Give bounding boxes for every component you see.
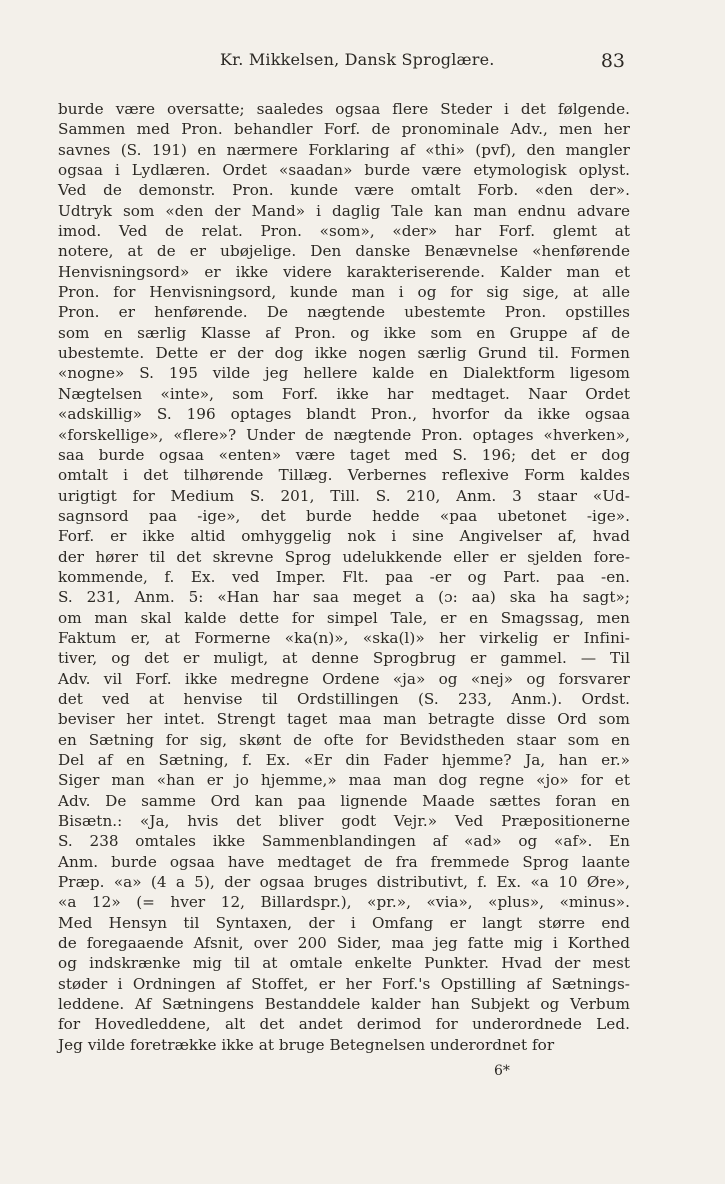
text-line: Bisætn.: «Ja, hvis det bliver godt Vejr.» Ved Præpositionerne xyxy=(58,812,630,831)
text-line: savnes (S. 191) en nærmere Forklaring af «thi» (pvf), den mangler xyxy=(58,140,630,159)
text-line: sagnsord paa -ige», det burde hedde «paa ubetonet -ige». xyxy=(58,506,630,525)
text-line: Del af en Sætning, f. Ex. «Er din Fader hjemme? Ja, han er.» xyxy=(58,751,630,769)
text-line: støder i Ordningen af Stoffet, er her Forf.'s Opstilling af Sætnings- xyxy=(58,974,630,993)
text-line: de foregaaende Afsnit, over 200 Sider, maa jeg fatte mig i Korthed xyxy=(58,934,630,953)
text-line: Pron. for Henvisningsord, kunde man i og for sig sige, at alle xyxy=(58,283,630,302)
text-line: det ved at henvise til Ordstillingen (S. 233, Anm.). Ordst. xyxy=(58,689,630,708)
text-line: en Sætning for sig, skønt de ofte for Bevidstheden staar som en xyxy=(58,730,630,749)
text-line: «forskellige», «flere»? Under de nægtende Pron. optages «hverken», xyxy=(58,425,630,444)
text-line: Jeg vilde foretrække ikke at bruge Betegnelsen underordnet for xyxy=(58,1035,555,1054)
text-line: Faktum er, at Formerne «ka(n)», «ska(l)» her virkelig er Infini- xyxy=(58,628,630,647)
text-line: «a 12» (= hver 12, Billardspr.), «pr.», «via», «plus», «minus». xyxy=(58,893,630,912)
text-line: Pron. er henførende. De nægtende ubestemte Pron. opstilles xyxy=(58,303,630,322)
text-line: Nægtelsen «inte», som Forf. ikke har medtaget. Naar Ordet xyxy=(58,384,630,403)
text-line: urigtigt for Medium S. 201, Till. S. 210, Anm. 3 staar «Ud- xyxy=(58,486,630,505)
text-line: notere, at de er ubøjelige. Den danske Benævnelse «henførende xyxy=(58,242,630,261)
signature-mark: 6* xyxy=(494,1063,510,1079)
text-line: Anm. burde ogsaa have medtaget de fra fremmede Sprog laante xyxy=(58,852,630,871)
text-line: saa burde ogsaa «enten» være taget med S. 196; det er dog xyxy=(58,445,630,464)
text-line: og indskrænke mig til at omtale enkelte Punkter. Hvad der mest xyxy=(58,954,630,973)
text-line: imod. Ved de relat. Pron. «som», «der» har Forf. glemt at xyxy=(58,222,630,241)
text-line: S. 238 omtales ikke Sammenblandingen af «ad» og «af». En xyxy=(58,832,630,851)
text-line: beviser her intet. Strengt taget maa man betragte disse Ord som xyxy=(58,710,630,729)
text-line: S. 231, Anm. 5: «Han har saa meget a (ɔ: aa) ska ha sagt»; xyxy=(58,588,630,607)
text-line: Adv. De samme Ord kan paa lignende Maade sættes foran en xyxy=(58,791,630,810)
text-line: kommende, f. Ex. ved Imper. Flt. paa -er og Part. paa -en. xyxy=(58,567,630,586)
text-line: ogsaa i Lydlæren. Ordet «saadan» burde være etymologisk oplyst. xyxy=(58,161,630,180)
text-line: for Hovedleddene, alt det andet derimod for underordnede Led. xyxy=(58,1015,630,1034)
text-line: Forf. er ikke altid omhyggelig nok i sine Angivelser af, hvad xyxy=(58,527,630,546)
text-line: omtalt i det tilhørende Tillæg. Verbernes reflexive Form kaldes xyxy=(58,466,630,485)
running-head xyxy=(60,50,625,72)
text-line: «nogne» S. 195 vilde jeg hellere kalde en Dialektform ligesom xyxy=(58,364,630,383)
text-line: der hører til det skrevne Sprog udelukkende eller er sjelden fore- xyxy=(58,547,630,566)
text-line: Præp. «a» (4 a 5), der ogsaa bruges distributivt, f. Ex. «a 10 Øre», xyxy=(58,873,630,892)
text-line: Ved de demonstr. Pron. kunde være omtalt Forb. «den der». xyxy=(58,181,630,200)
text-line: Udtryk som «den der Mand» i daglig Tale kan man endnu advare xyxy=(58,201,630,220)
text-line: Henvisningsord» er ikke videre karakteriserende. Kalder man et xyxy=(58,262,630,281)
text-line: ubestemte. Dette er der dog ikke nogen særlig Grund til. Formen xyxy=(58,344,630,363)
text-line: Siger man «han er jo hjemme,» maa man dog regne «jo» for et xyxy=(58,771,630,790)
text-line: tiver, og det er muligt, at denne Sprogbrug er gammel. — Til xyxy=(58,649,630,668)
text-line: Sammen med Pron. behandler Forf. de pronominale Adv., men her xyxy=(58,120,630,139)
text-line: om man skal kalde dette for simpel Tale, er en Smagssag, men xyxy=(58,608,630,627)
body-text xyxy=(58,99,630,1055)
text-line: leddene. Af Sætningens Bestanddele kalder han Subjekt og Verbum xyxy=(58,995,630,1014)
text-line: Adv. vil Forf. ikke medregne Ordene «ja» og «nej» og forsvarer xyxy=(58,669,630,688)
text-line: burde være oversatte; saaledes ogsaa flere Steder i det følgende. xyxy=(58,100,630,118)
text-line: Med Hensyn til Syntaxen, der i Omfang er langt større end xyxy=(58,913,630,932)
running-title: Kr. Mikkelsen, Dansk Sproglære. xyxy=(220,50,495,69)
text-line: som en særlig Klasse af Pron. og ikke som en Gruppe af de xyxy=(58,323,630,342)
page-number: 83 xyxy=(600,50,625,72)
text-line: «adskillig» S. 196 optages blandt Pron., hvorfor da ikke ogsaa xyxy=(58,405,630,424)
